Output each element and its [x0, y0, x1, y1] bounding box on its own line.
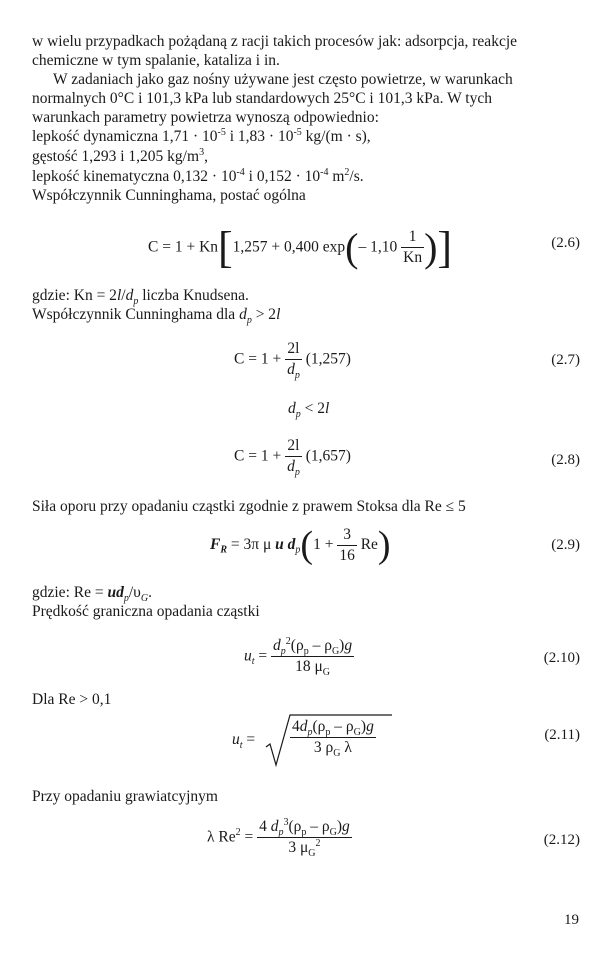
equation-2-9: $F_R = 3\pi$ μ u $d_p(1$ + $\frac{3}{16}$ Re)	[210, 524, 391, 566]
equation-number-2-6: (2.6)	[551, 235, 580, 251]
text-line-1: w wielu przypadkach pożądaną z racji takich procesów jak: adsorpcja, reakcje	[32, 33, 518, 50]
text-line-cunningham-general: Współczynnik Cunninghama, postać ogólna	[32, 187, 306, 204]
text-line-gravitational: Przy opadaniu grawiatcyjnym	[32, 788, 218, 805]
equation-2-7: C = 1 + $\frac{2l}{d_p}$ (1,257)	[234, 340, 351, 381]
equation-2-12: λ $Re^2$ = $\frac{4 d_p^3(\rho_p - \rho_G)g}{3 \mu_G^2}$	[207, 817, 350, 859]
fraction-2l-over-dp: $\frac{2l}{d_p}$	[287, 437, 300, 478]
text-line-re-greater: Dla Re > 0,1	[32, 691, 112, 708]
equation-2-8: C = 1 + $\frac{2l}{d_p}$ (1,657)	[234, 437, 351, 478]
equation-number-2-11: (2.11)	[544, 727, 580, 743]
text-line-density: gęstość 1,293 i 1,205 $kg/m^3$,	[32, 147, 208, 165]
text-line-5: warunkach parametry powietrza wynoszą odpowiednio:	[32, 109, 379, 126]
fraction-3-over-16: $\frac{3}{16}$	[339, 525, 355, 564]
equation-number-2-12: (2.12)	[543, 832, 580, 848]
text-line-2: chemiczne w tym spalanie, kataliza i in.	[32, 52, 280, 69]
condition-dp-less-2l: $d_p < 2l$	[288, 400, 330, 420]
text-line-viscosity: lepkość dynamiczna $1,71 \cdot 10^{-5}$ i $1,83 \cdot 10^{-5}$ kg/(m · s),	[32, 127, 371, 145]
fraction-1-over-kn: $\frac{1}{Kn}$	[403, 228, 423, 266]
equation-number-2-9: (2.9)	[551, 537, 580, 553]
equation-2-10: $u_t$ = $\frac{d_p^2(\rho_p - \rho_G)g}{18 \mu_G}$	[244, 636, 353, 678]
text-line-terminal-velocity: Prędkość graniczna opadania cząstki	[32, 603, 260, 620]
fraction-2l-over-dp: $\frac{2l}{d_p}$	[287, 340, 300, 381]
text-line-knudsen: gdzie: $Kn = 2l/d_p$ liczba Knudsena.	[32, 287, 249, 307]
text-line-kinematic: lepkość kinematyczna $0,132 \cdot 10^{-4}$ i $0,152 \cdot 10^{-4}$ $m^2/s$.	[32, 167, 364, 185]
equation-number-2-10: (2.10)	[543, 650, 580, 666]
fraction-terminal-velocity: $\frac{4d_p(\rho_p - \rho_G)g}{3 \rho_G \lambda}$	[292, 718, 374, 759]
equation-number-2-8: (2.8)	[551, 452, 580, 468]
equation-2-6: C = 1 + Kn[1,257 + 0,400 exp(– 1,10 $\frac{1}{Kn}$ )]	[148, 223, 453, 272]
fraction-stokes-velocity: $\frac{d_p^2(\rho_p - \rho_G)g}{18 \mu_G}$	[273, 636, 353, 678]
text-line-3: W zadaniach jako gaz nośny używane jest często powietrze, w warunkach	[53, 71, 513, 88]
text-line-stokes: Siła oporu przy opadaniu cząstki zgodnie z prawem Stoksa dla Re ≤ 5	[32, 498, 466, 515]
equation-number-2-7: (2.7)	[551, 352, 580, 368]
document-page: w wielu przypadkach pożądaną z racji takich procesów jak: adsorpcja, reakcje chemiczne w tym spalanie, kataliza i in. W zadaniach jako gaz nośny używane jest często powietrze, w warunkach normalnych 0°C i 101,3 kPa lub standardowych 25°C i 101,3 kPa. W tych warunkach parametry powietrza wynoszą odpowiednio: lepkość dynamiczna $1,71 \cdot 10^{-5}$ i $1,83 \cdot 10^{-5}$ kg/(m · s), gęstość 1,293 i 1,205 $kg/m^3$, lepkość kinematyczna $0,132 \cdot 10^{-4}$ i $0,152 \cdot 10^{-4}$ $m^2/s$. Współczynnik Cunninghama, postać ogólna C = 1 + Kn[1,257 + 0,400 exp(– 1,10 $\frac{1}{Kn}$ )] (2.6) gdzie: $Kn = 2l/d_p$ liczba Knudsena. Współczynnik Cunninghama dla $d_p > 2l$ C = 1 + $\frac{2l}{d_p}$ (1,257) (2.7) $d_p < 2l$ C = 1 + $\frac{2l}{d_p}$ (1,657) (2.8) Siła oporu przy opadaniu cząstki zgodnie z prawem Stoksa dla Re ≤ 5 $F_R = 3\pi$ μ u $d_p(1$ + $\frac{3}{16}$ Re) (2.9) gdzie: $Re = ud_p/\upsilon_G$. Prędkość graniczna opadania cząstki $u_t$ = $\frac{d_p^2(\rho_p - \rho_G)g}{18 \mu_G}$ (2.10) Dla Re > 0,1 $u_t$ = $\frac{4d_p(\rho_p - \rho_G)g}{3 \rho_G \lambda}$ (2.11) Przy opadaniu grawiatcyjnym λ $Re^2$ = $\frac{4 d_p^3(\rho_p - \rho_G)g}{3 \mu_G^2}$ (2.12) 19	[32, 33, 580, 928]
text-line-cunningham-condition: Współczynnik Cunninghama dla $d_p > 2l$	[32, 306, 281, 326]
page-number: 19	[564, 912, 579, 928]
text-line-reynolds: gdzie: $Re = ud_p/\upsilon_G$.	[32, 584, 152, 604]
text-line-4: normalnych 0°C i 101,3 kPa lub standardowych 25°C i 101,3 kPa. W tych	[32, 90, 492, 107]
fraction-gravitational: $\frac{4 d_p^3(\rho_p - \rho_G)g}{3 \mu_G^2}$	[259, 817, 350, 859]
